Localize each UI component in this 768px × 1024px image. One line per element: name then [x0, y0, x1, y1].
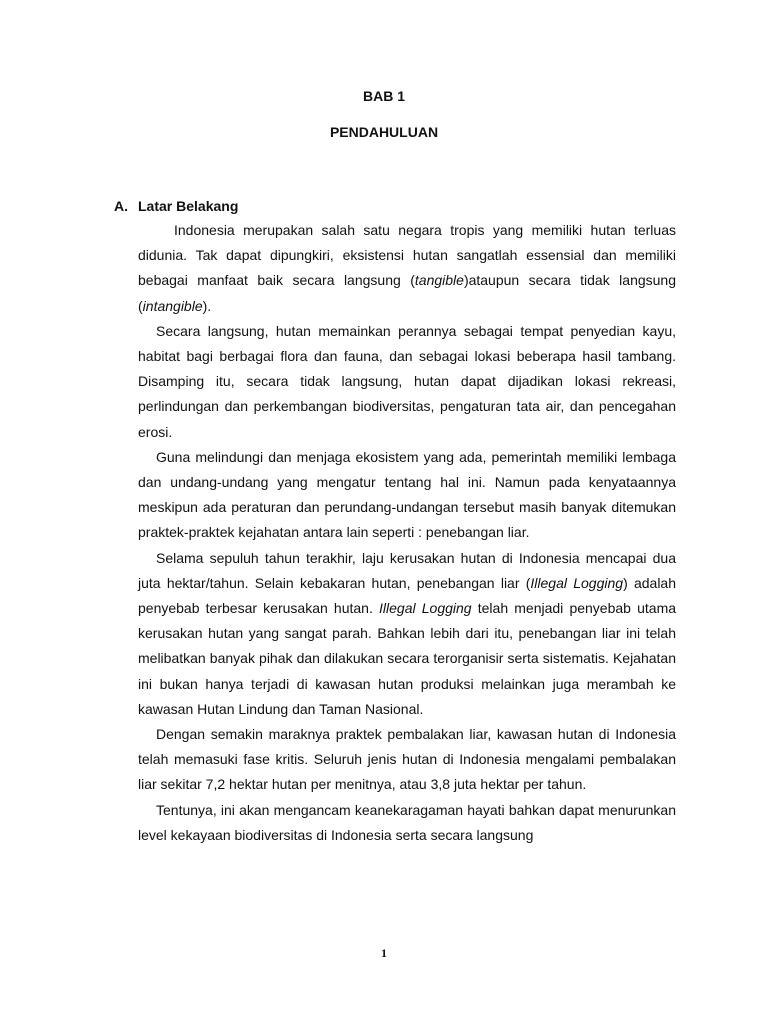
paragraph-5: Dengan semakin maraknya praktek pembalakan liar, kawasan hutan di Indonesia telah memasuki fase kritis. Seluruh jenis hutan di Indonesia mengalami pembalakan liar sekitar 7,2 hektar hutan per menitnya, atau 3,8 juta hektar per tahun. [138, 726, 676, 793]
section-heading [114, 198, 238, 214]
chapter-number: BAB 1 [362, 88, 405, 104]
term-intangible: intangible [142, 297, 203, 314]
paragraph-4 [138, 546, 676, 722]
paragraph-2: Secara langsung, hutan memainkan perannya sebagai tempat penyedian kayu, habitat bagi berbagai flora dan fauna, dan sebagai lokasi beberapa hasil tambang. Disamping itu, secara tidak langsung, hutan dapat dijadikan lokasi rekreasi, perlindungan dan perkembangan biodiversitas, pengaturan tata air, dan pencegahan erosi. [138, 322, 676, 440]
paragraph-1-text-c: ). [202, 297, 212, 314]
paragraph-4-text-c: telah menjadi penyebab utama kerusakan hutan yang sangat parah. Bahkan lebih dari itu, penebangan liar ini telah melibatkan banyak pihak dan dilakukan secara terorganisir serta sistematis. Kejahatan ini bukan hanya terjadi di kawasan hutan produksi melainkan juga merambah ke kawasan Hutan Lindung dan Taman Nasional. [138, 600, 677, 717]
paragraph-4-text-a: Selama sepuluh tahun terakhir, laju kerusakan hutan di Indonesia mencapai dua juta hektar/tahun. Selain kebakaran hutan, penebangan liar ( [138, 549, 676, 591]
term-illegal-logging: Illegal Logging [530, 574, 624, 591]
body-text [138, 218, 676, 848]
paragraph-3: Guna melindungi dan menjaga ekosistem yang ada, pemerintah memiliki lembaga dan undang-undang yang mengatur tentang hal ini. Namun pada kenyataannya meskipun ada peraturan dan perundang-undangan tersebut masih banyak ditemukan praktek-praktek kejahatan antara lain seperti : penebangan liar. [138, 448, 676, 541]
paragraph-6: Tentunya, ini akan mengancam keanekaragaman hayati bahkan dapat menurunkan level kekayaan biodiversitas di Indonesia serta secara langsung [138, 801, 676, 843]
paragraph-1-text-a: Indonesia merupakan salah satu negara tropis yang memiliki hutan terluas didunia. Tak dapat dipungkiri, eksistensi hutan sangatlah essensial dan memiliki bebagai manfaat baik secara langsung ( [138, 222, 676, 289]
paragraph-1-text-b: )ataupun secara tidak langsung ( [138, 272, 676, 314]
page-number: 1 [381, 946, 387, 960]
paragraph-1 [138, 218, 676, 319]
term-illegal-logging-2: Illegal Logging [379, 600, 472, 617]
paragraph-4-text-b: ) adalah penyebab terbesar kerusakan hutan. [138, 574, 677, 617]
term-tangible: tangible [414, 272, 464, 289]
chapter-title: PENDAHULUAN [329, 124, 439, 140]
section-marker: A. [114, 198, 128, 214]
section-title: Latar Belakang [138, 198, 239, 214]
